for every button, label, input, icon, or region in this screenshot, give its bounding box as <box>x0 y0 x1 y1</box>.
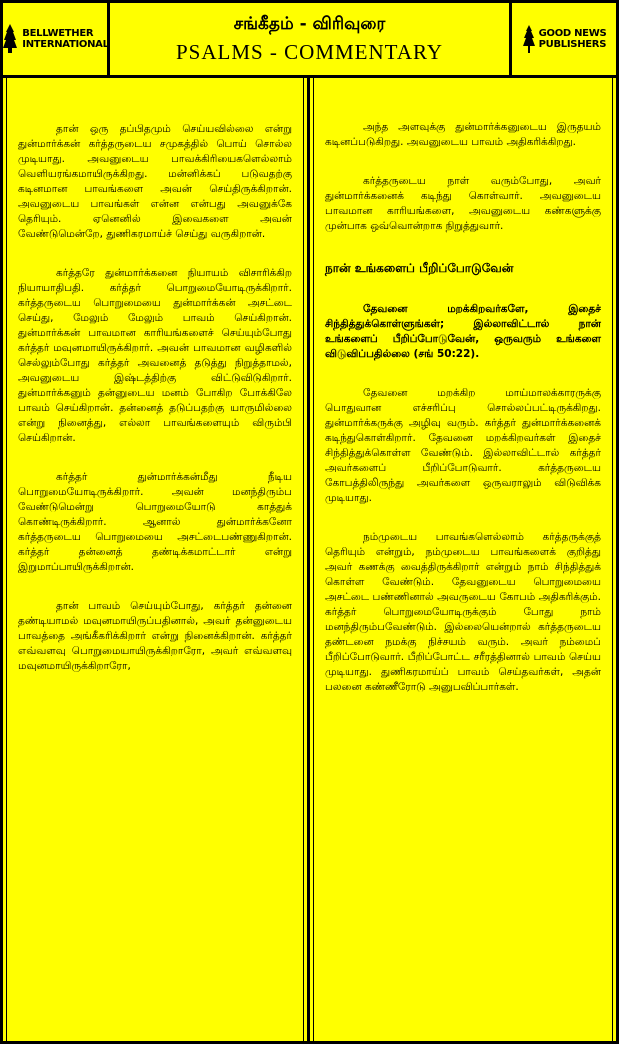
paragraph: நம்முடைய பாவங்களெல்லாம் கர்த்தருக்குத் தெரியும் என்றும், நம்முடைய பாவங்களைக் குறித்து அவர் கணக்கு வைத்திருக்கிறார் என்றும் நாம் சிந்தித்துக் கொள்ள வேண்டும். தேவனுடைய பொறுமையை அசட்டை பண்ணினால் அவருடைய கோபம் அதிகரிக்கும். கர்த்தர் பொறுமையோடிருக்கும் போது நாம் மனந்திரும்பவேண்டும். இல்லையென்றால் கர்த்தருடைய தண்டனை நமக்கு நிச்சயம் வரும். அவர் நம்மைப் பீறிப்போடுவார். பீறிப்போட்ட சரீரத்தினால் பாவம் செய்ய முடியாது. துணிகரமாய்ப் பாவம் செய்தவர்கள், அதன் பலனை கண்ணீரோடு அனுபவிப்பார்கள். <box>325 531 601 693</box>
paragraph: கர்த்தருடைய நாள் வரும்போது, அவர் துன்மார்க்கனைக் கடிந்து கொள்வார். அவனுடைய பாவமான காரியங்களை, அவனுடைய கண்களுக்கு முன்பாக ஒவ்வொன்றாக நிறுத்துவார். <box>325 175 601 232</box>
paragraph: அந்த அளவுக்கு துன்மார்க்கனுடைய இருதயம் கடினப்படுகிறது. அவனுடைய பாவம் அதிகரிக்கிறது. <box>325 121 601 148</box>
title-tamil: சங்கீதம் - விரிவுரை <box>233 14 386 34</box>
paragraph: தான் பாவம் செய்யும்போது, கர்த்தர் தன்னை தண்டியாமல் மவுனமாயிருப்பதினால், அவர் தன்னுடைய பாவத்தை அங்கீகரிக்கிறார் என்று நினைக்கிறான். கர்த்தர் எவ்வளவு பொறுமையாயிருக்கிறாரோ, அவர் எவ்வளவு மவுனமாயிருக்கிறாரோ, <box>18 600 292 672</box>
paragraph: கர்த்தரே துன்மார்க்கனை நியாயம் விசாரிக்கிற நியாயாதிபதி. கர்த்தர் பொறுமையோடிருக்கிறார். கர்த்தருடைய பொறுமையை துன்மார்க்கன் அசட்டை செய்து, மேலும் மேலும் பாவம் செய்கிறான். துன்மார்க்கன் பாவமான காரியங்களைச் செய்யும்போது கர்த்தர் மவுனமாயிருக்கிறார். அவன் பாவமான வழிகளில் செல்லும்போது கர்த்தர் அவனைத் தடுத்து நிறுத்தாமல், அவனுடைய இஷ்டத்திற்கு விட்டுவிடுகிறார். துன்மார்க்கனும் தன்னுடைய மனம் போகிற போக்கிலே பாவம் செய்கிறான். தன்னைத் தடுப்பதற்கு யாருமில்லை என்று நினைத்து, எல்லா பாவங்களையும் விரும்பி செய்கிறான். <box>18 267 292 444</box>
right-column-frame <box>313 78 613 1041</box>
good-news-logo <box>509 3 616 75</box>
right-column-text <box>325 120 601 719</box>
paragraph: கர்த்தர் துன்மார்க்கன்மீது நீடிய பொறுமையோடிருக்கிறார். அவன் மனந்திரும்ப வேண்டுமென்று பொறுமையோடு காத்துக் கொண்டிருக்கிறார். ஆனால் துன்மார்க்கனோ கர்த்தருடைய பொறுமையை அசட்டைபண்ணுகிறான். கர்த்தர் தன்னைத் தண்டிக்கமாட்டார் என்று இறுமாப்பாயிருக்கிறான். <box>18 471 292 573</box>
paragraph: தேவனை மறக்கிற மாய்மாலக்காரருக்கு பொதுவான எச்சரிப்பு சொல்லப்பட்டிருக்கிறது. துன்மார்க்கருக்கு அழிவு வரும். கர்த்தர் துன்மார்க்கனைக் கடிந்துகொள்கிறார். தேவனை மறக்கிறவர்கள் இதைச் சிந்தித்துக்கொள்ள வேண்டும். இல்லாவிட்டால் கர்த்தர் அவர்களைப் பீறிப்போடுவார். கர்த்தருடைய கோபத்திலிருந்து அவர்களை ஒருவராலும் விடுவிக்க முடியாது. <box>325 387 601 504</box>
title-english: PSALMS - COMMENTARY <box>175 40 444 64</box>
good-news-icon <box>522 23 536 55</box>
bellwether-line1: BELLWETHER <box>22 28 94 39</box>
scripture-quote: தேவனை மறக்கிறவர்களே, இதைச் சிந்தித்துக்கொள்ளுங்கள்; இல்லாவிட்டால் நான் உங்களைப் பீறிப்போடுவேன், ஒருவரும் உங்களை விடுவிப்பதில்லை (சங் 50:22). <box>325 303 601 360</box>
left-column-text <box>18 122 292 698</box>
bellwether-icon <box>1 22 19 56</box>
bellwether-logo <box>3 3 110 75</box>
left-column <box>0 78 310 1044</box>
section-heading: நான் உங்களைப் பீறிப்போடுவேன் <box>325 261 514 275</box>
header-banner <box>0 0 619 78</box>
good-news-line1: GOOD NEWS <box>538 28 607 39</box>
title-area <box>110 3 509 75</box>
good-news-line2: PUBLISHERS <box>538 39 607 50</box>
left-column-frame <box>6 78 304 1041</box>
paragraph: தான் ஒரு தப்பிதமும் செய்யவில்லை என்று துன்மார்க்கன் கர்த்தருடைய சமுகத்தில் பொய் சொல்ல முடியாது. அவனுடைய பாவக்கிரியைகளெல்லாம் வெளியரங்கமாயிருக்கிறது. மன்னிக்கப் படுவதற்கு கடினமான பாவங்களை அவன் செய்திருக்கிறான். அவனுடைய பாவங்கள் என்ன என்பது அவனுக்கே தெரியும். ஏனெனில் இவைகளை அவன் வேண்டுமென்றே, துணிகரமாய்ச் செய்து வருகிறான். <box>18 123 292 240</box>
right-column <box>310 78 619 1044</box>
bellwether-line2: INTERNATIONAL <box>22 39 109 50</box>
